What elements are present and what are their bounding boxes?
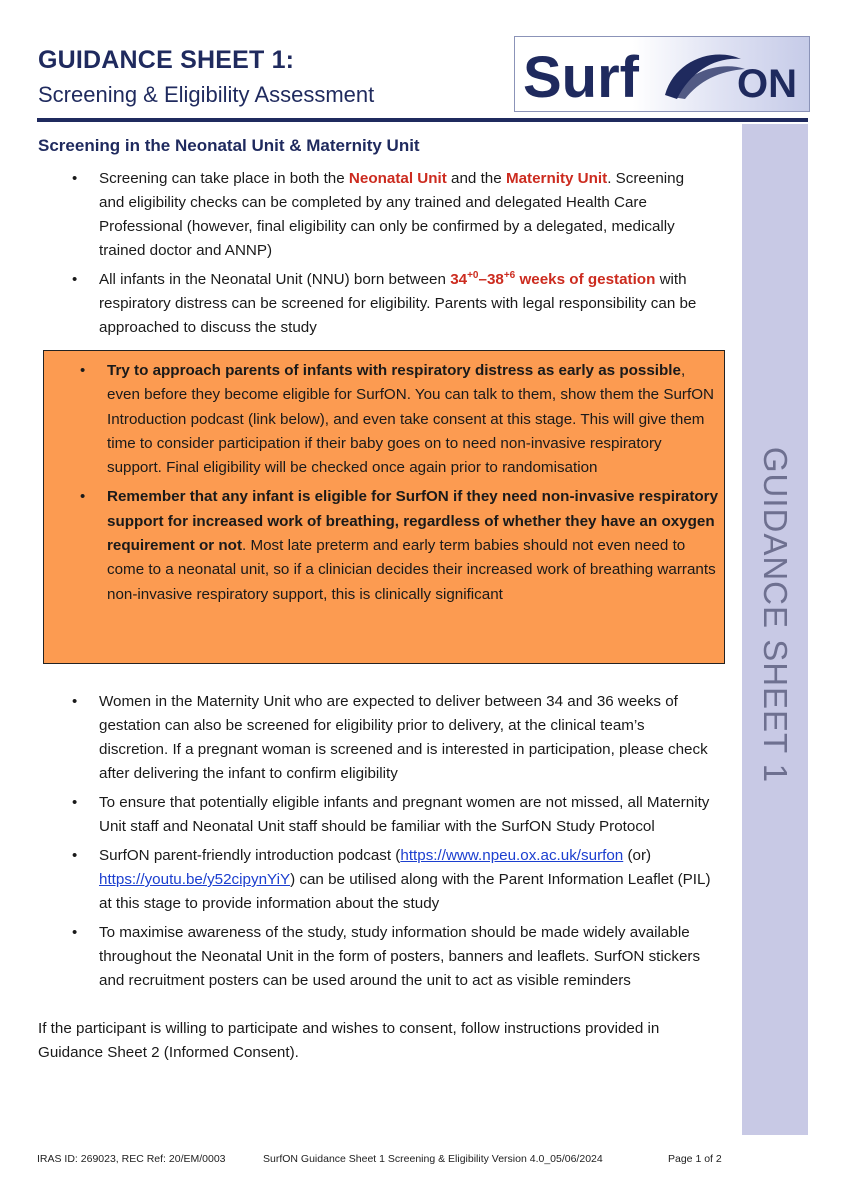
bullet-icon: • bbox=[72, 794, 78, 811]
sidebar-label: GUIDANCE SHEET 1 bbox=[757, 446, 794, 784]
page-subtitle: Screening & Eligibility Assessment bbox=[38, 82, 375, 107]
list-item: • To ensure that potentially eligible infants and pregnant women are not missed, all Maternity Unit staff and Neonatal Unit staff should be familiar with the SurfON Study Protocol bbox=[72, 791, 712, 839]
footer-page-number: Page 1 of 2 bbox=[668, 1153, 722, 1165]
list-item: • All infants in the Neonatal Unit (NNU) born between $34^{+0}-38^{+6}$ weeks of gestation with respiratory distress can be screened for eligibility. Parents with legal responsibility can be approached to discuss the study bbox=[72, 269, 697, 336]
bullet-list-bottom bbox=[72, 690, 712, 998]
footer-version: SurfON Guidance Sheet 1 Screening & Eligibility Version 4.0_05/06/2024 bbox=[263, 1153, 603, 1165]
list-item: • To maximise awareness of the study, study information should be made widely available throughout the Neonatal Unit in the form of posters, banners and leaflets. SurfON stickers and recruitment posters can be used around the unit to act as visible reminders bbox=[72, 921, 712, 993]
youtube-podcast-link[interactable]: https://youtu.be/y52cipynYiY bbox=[99, 871, 291, 888]
svg-text:Surf: Surf bbox=[523, 45, 639, 110]
bullet-icon: • bbox=[72, 271, 78, 288]
maternity-unit-highlight: Maternity Unit bbox=[505, 170, 608, 187]
svg-text:ON: ON bbox=[737, 62, 797, 106]
surfon-logo bbox=[514, 36, 810, 112]
footer-iras: IRAS ID: 269023, REC Ref: 20/EM/0003 bbox=[37, 1153, 226, 1165]
header-divider bbox=[37, 118, 808, 122]
neonatal-unit-highlight: Neonatal Unit bbox=[348, 170, 447, 187]
section-heading: Screening in the Neonatal Unit & Maternity Unit bbox=[38, 136, 420, 155]
list-item: • Women in the Maternity Unit who are expected to deliver between 34 and 36 weeks of gestation can also be screened for eligibility prior to delivery, at the clinical team’s discretion. If a pregnant woman is screened and is interested in participation, please check after delivering the infant to confirm eligibility bbox=[72, 690, 712, 786]
highlight-box bbox=[43, 350, 725, 664]
list-item: • Remember that any infant is eligible for SurfON if they need non-invasive respiratory support for increased work of breathing, regardless of whether they have an oxygen requirement or not. Most late preterm and early term babies should not even need to come to a neonatal unit, so if a clinician decides their increased work of breathing warrants non-invasive respiratory support, this is clinically significant bbox=[80, 485, 720, 606]
list-item: • SurfON parent-friendly introduction podcast (https://www.npeu.ox.ac.uk/surfon (or) https://youtu.be/y52cipynYiY) can be utilised along with the Parent Information Leaflet (PIL) at this stage to provide information about the study bbox=[72, 844, 712, 916]
bullet-icon: • bbox=[72, 693, 78, 710]
page-title: GUIDANCE SHEET 1: bbox=[38, 46, 295, 74]
gestation-highlight: $34^{+0}-38^{+6}$ weeks of gestation bbox=[450, 269, 656, 288]
closing-paragraph: If the participant is willing to participate and wishes to consent, follow instructions provided in Guidance Sheet 2 (Informed Consent). bbox=[38, 1020, 660, 1061]
bullet-icon: • bbox=[80, 488, 86, 506]
list-item: • Try to approach parents of infants with respiratory distress as early as possible, even before they become eligible for SurfON. You can talk to them, show them the SurfON Introduction podcast (link below), and even take consent at this stage. This will give them time to consider participation if their baby goes on to need non-invasive respiratory support. Final eligibility will be checked once again prior to randomisation bbox=[80, 359, 720, 480]
list-item: • Screening can take place in both the Neonatal Unit and the Maternity Unit. Screening and eligibility checks can be completed by any trained and delegated Health Care Professional (however, final eligibility can only be confirmed by a delegated, medically trained doctor and ANNP) bbox=[72, 167, 712, 263]
bullet-icon: • bbox=[72, 924, 78, 941]
bullet-list-top bbox=[72, 167, 712, 345]
npeu-podcast-link[interactable]: https://www.npeu.ox.ac.uk/surfon bbox=[400, 847, 624, 864]
bullet-icon: • bbox=[72, 847, 78, 864]
bullet-icon: • bbox=[72, 170, 78, 187]
bullet-icon: • bbox=[80, 362, 86, 379]
